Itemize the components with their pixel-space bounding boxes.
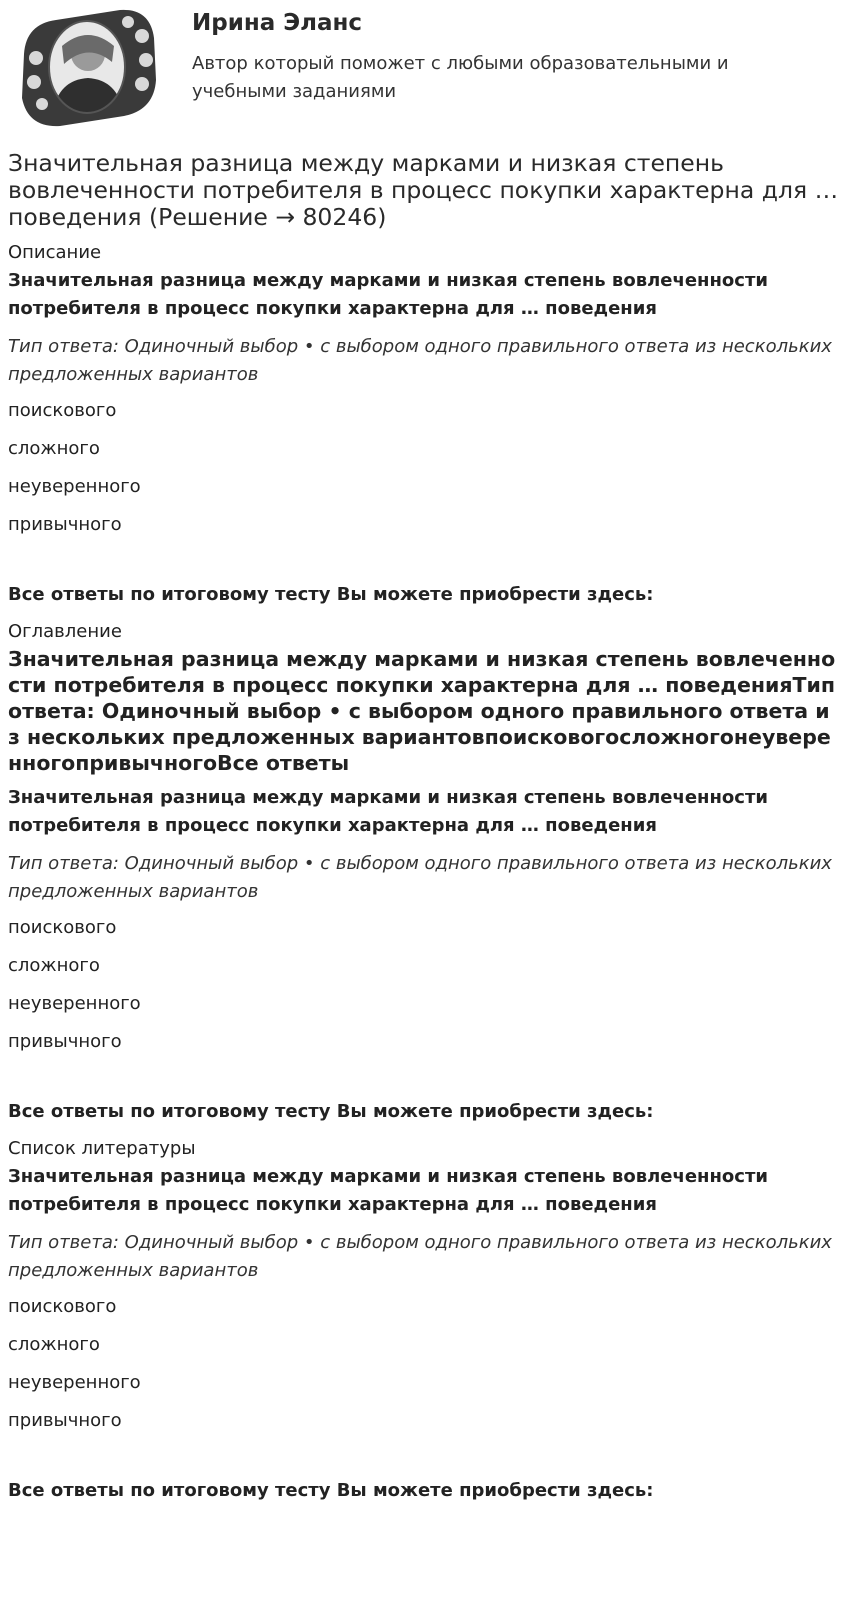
buy-answers-text: Все ответы по итоговому тесту Вы можете приобрести здесь: [8, 1480, 654, 1501]
author-description: Автор который поможет с любыми образовательными и учебными заданиями [192, 53, 729, 102]
option-item: привычного [8, 514, 122, 535]
toc-section [8, 619, 839, 1124]
film-reel-photo-avatar-icon[interactable] [16, 6, 158, 128]
author-name[interactable]: Ирина Эланс [192, 10, 363, 36]
option-item: неуверенного [8, 1372, 141, 1393]
answer-type-text: Тип ответа: Одиночный выбор • с выбором одного правильного ответа из нескольких предложенных вариантов [8, 853, 832, 902]
answer-type-text: Тип ответа: Одиночный выбор • с выбором одного правильного ответа из нескольких предложенных вариантов [8, 336, 832, 385]
option-item: привычного [8, 1031, 122, 1052]
option-item: поискового [8, 1296, 117, 1317]
options-list [8, 1295, 839, 1433]
option-item: поискового [8, 917, 117, 938]
options-list [8, 916, 839, 1054]
options-list [8, 399, 839, 537]
section-label: Оглавление [8, 621, 122, 642]
description-section [8, 240, 839, 607]
section-label: Список литературы [8, 1138, 196, 1159]
option-item: сложного [8, 438, 100, 459]
option-item: сложного [8, 955, 100, 976]
page-title: Значительная разница между марками и низкая степень вовлеченности потребителя в процесс покупки характерна для … поведения (Решение → 80246) [8, 149, 839, 231]
question-text: Значительная разница между марками и низкая степень вовлеченности потребителя в процесс покупки характерна для … поведения [8, 787, 768, 836]
section-label: Описание [8, 242, 102, 263]
question-text: Значительная разница между марками и низкая степень вовлеченности потребителя в процесс покупки характерна для … поведения [8, 1166, 768, 1215]
bibliography-section [8, 1136, 839, 1503]
answer-type-text: Тип ответа: Одиночный выбор • с выбором одного правильного ответа из нескольких предложенных вариантов [8, 1232, 832, 1281]
question-text: Значительная разница между марками и низкая степень вовлеченности потребителя в процесс покупки характерна для … поведения [8, 270, 768, 319]
toc-heading: Значительная разница между марками и низкая степень вовлеченности потребителя в процесс покупки характерна для … поведенияТип ответа: Одиночный выбор • с выбором одного правильного ответа из нескольких предложенных вариантовпоисковогосложногонеуверенногопривычногоВсе ответы [8, 647, 836, 775]
buy-answers-text: Все ответы по итоговому тесту Вы можете приобрести здесь: [8, 1101, 654, 1122]
author-card [8, 0, 839, 138]
buy-answers-text: Все ответы по итоговому тесту Вы можете приобрести здесь: [8, 584, 654, 605]
option-item: сложного [8, 1334, 100, 1355]
option-item: неуверенного [8, 476, 141, 497]
option-item: поискового [8, 400, 117, 421]
option-item: привычного [8, 1410, 122, 1431]
option-item: неуверенного [8, 993, 141, 1014]
